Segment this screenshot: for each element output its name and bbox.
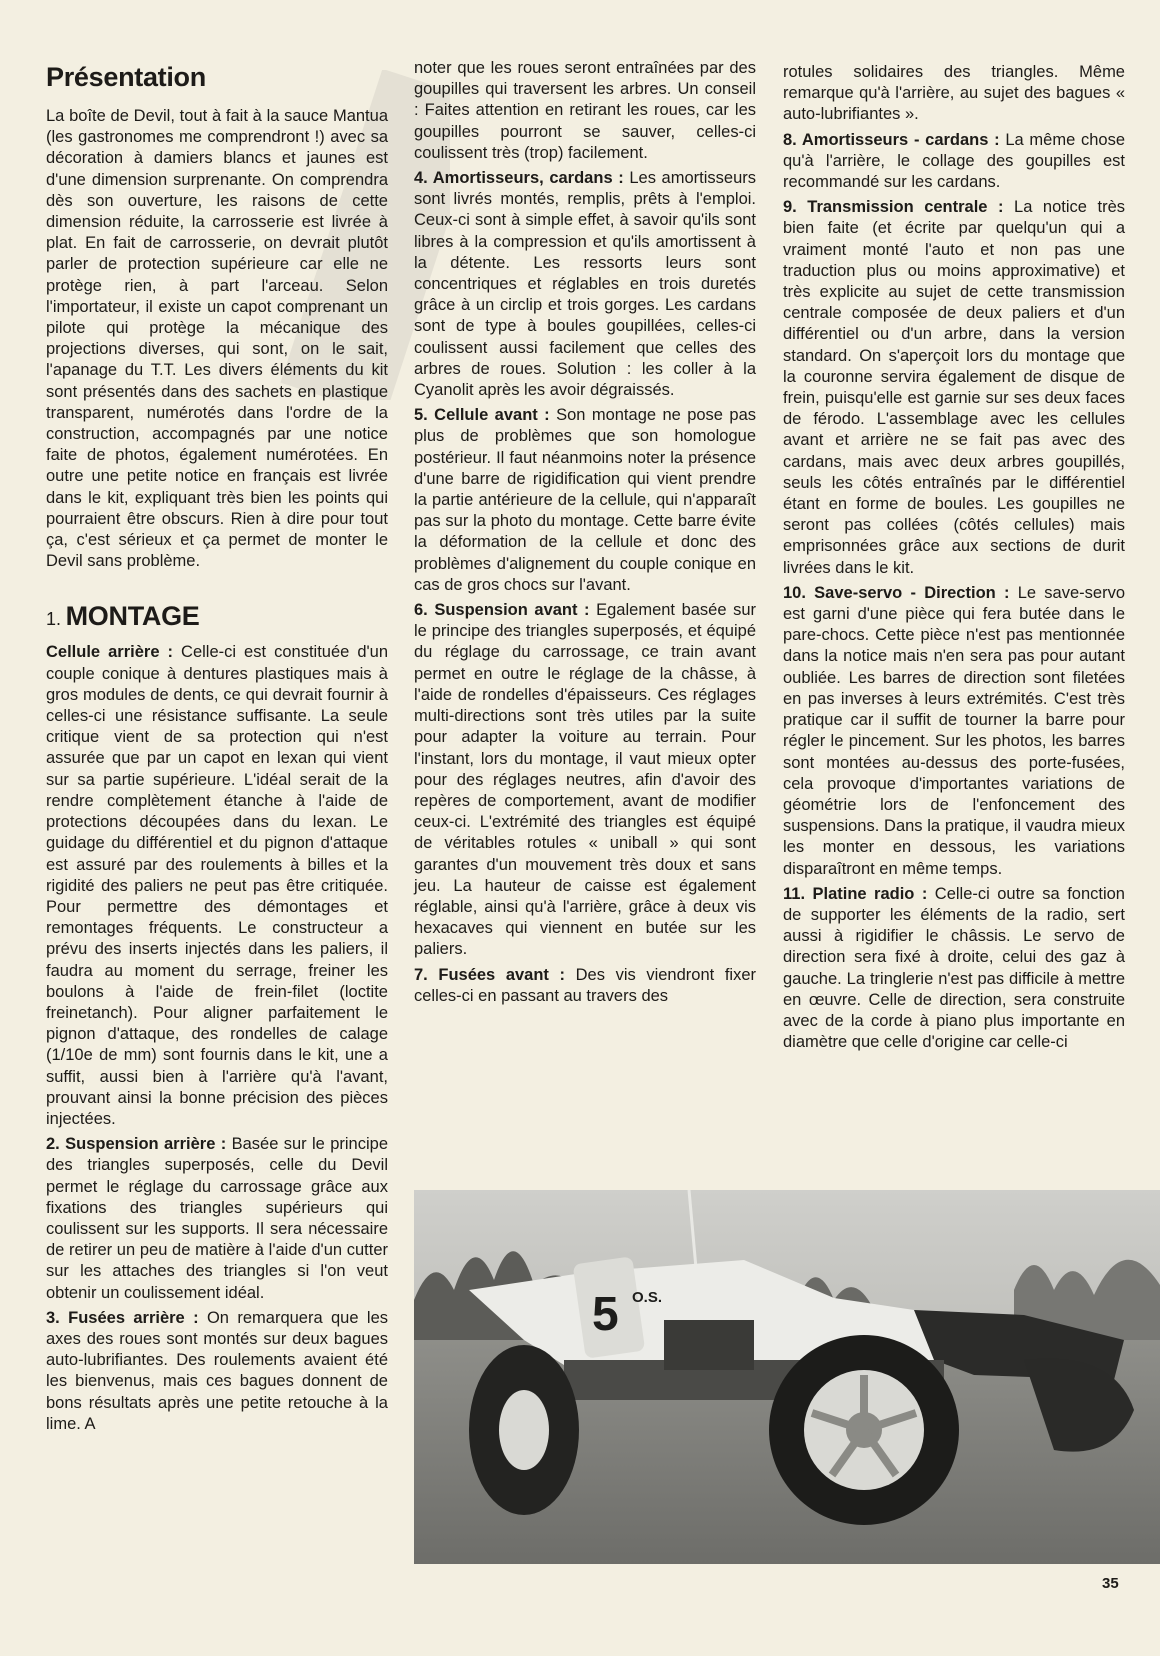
- buggy-illustration: [414, 1190, 1160, 1564]
- paragraph-heading: 5. Cellule avant :: [414, 406, 550, 425]
- paragraph-heading: 6. Suspension avant :: [414, 601, 590, 620]
- paragraph-amortisseurs-cardans-avant: [783, 130, 1125, 194]
- paragraph-cellule-arriere: [46, 642, 388, 1130]
- paragraph-heading: 4. Amortisseurs, cardans :: [414, 169, 624, 188]
- section-number: 1.: [46, 609, 62, 630]
- paragraph-transmission-centrale: [783, 197, 1125, 579]
- column-1: [46, 56, 388, 1439]
- paragraph-heading: 7. Fusées avant :: [414, 965, 566, 984]
- paragraph-heading: Cellule arrière :: [46, 643, 174, 662]
- paragraph-fusees-arriere: [46, 1308, 388, 1435]
- paragraph-body: Egalement basée sur le principe des triangles superposés, et équipé du réglage du carrossage, ce train avant permet en outre le réglage de la châsse, à l'aide de rondelles d'épaisseurs. Ces réglages multi-directions sont très utiles par la suite pour adapter la voiture au terrain. Pour l'instant, lors du montage, il vaut mieux opter pour des réglages neutres, afin d'avoir des repères de comportement, avant de modifier ceux-ci. L'extrémité des triangles est équipé de véritables rotules « uniball » qui sont garantes d'un mouvement très doux et sans jeu. La hauteur de caisse est également réglable, ainsi qu'à l'arrière, grâce à deux vis hexacaves qui viennent en butée sur les paliers.: [414, 601, 757, 959]
- car-number: 5: [592, 1288, 619, 1341]
- paragraph-body: On remarquera que les axes des roues sont montés sur deux bagues auto-lubrifiantes. Des roulements avaient été les bienvenus, mais ces bagues donnent de bons résultats après une petite retouche à la lime. A: [46, 1308, 389, 1433]
- paragraph-body: Celle-ci outre sa fonction de supporter les éléments de la radio, sert aussi à rigidifier le châssis. Le servo de direction sera fixé à droite, celui des gaz à gauche. La tringlerie n'est pas difficile à mettre en œuvre. Celle de direction, sera construite avec de la corde à piano plus importante en diamètre que celle d'origine car celle-ci: [783, 884, 1125, 1052]
- paragraph-heading: 11. Platine radio :: [783, 884, 928, 903]
- paragraph-heading: 9. Transmission centrale :: [783, 198, 1004, 217]
- car-badge: O.S.: [632, 1289, 663, 1306]
- paragraph-suspension-avant: [414, 600, 756, 960]
- paragraph-body: La notice très bien faite (et écrite par quelqu'un qui a vraiment monté l'auto et non pas une traduction plus ou moins approximative) et très explicite au sujet de cette transmission centrale composée de deux paliers et d'un différentiel ou d'un arbre, dans la version standard. On s'aperçoit lors du montage que la couronne servira également de disque de frein, puisqu'elle est garnie sur ses deux faces de férodo. L'assemblage avec les cellules avant et arrière ne se fait pas avec des cardans, mais avec deux arbres goupillés, seuls les côtés entraînés par le différentiel étant en forme de boules. Les goupilles ne seront pas collées (côtés cellules) mais emprisonnées grâce aux sections de durit livrées dans le kit.: [783, 198, 1126, 577]
- section-heading: [46, 600, 388, 636]
- paragraph-body: Les amortisseurs sont livrés montés, remplis, prêts à l'emploi. Ceux-ci sont à simple effet, à savoir qu'ils sont libres à la compression et qu'ils amortissent à la détente. Les ressorts leurs sont concentriques et réglables en trois duretés grâce à un circlip et trois gorges. Les cardans sont de type à boules goupillées, celles-ci coulissent aussi facilement que celles des arbres de roues. Solution : les coller à la Cyanolit après les avoir dégraissés.: [414, 169, 757, 400]
- paragraph-fusees-avant: [414, 965, 756, 1007]
- page-number: 35: [1102, 1575, 1119, 1592]
- paragraph-continued: noter que les roues seront entraînées par des goupilles qui traversent les arbres. Un conseil : Faites attention en retirant les roues, car les goupilles pourront se sauver, celles-ci coulissent très (trop) facilement.: [414, 59, 756, 162]
- paragraph-body: La même chose qu'à l'arrière, le collage des goupilles est recommandé sur les cardans.: [783, 130, 1125, 192]
- section-title: MONTAGE: [65, 601, 200, 632]
- paragraph-heading: 10. Save-servo - Direction :: [783, 583, 1010, 602]
- paragraph-body: Son montage ne pose pas plus de problèmes que son homologue postérieur. Il faut néanmoins noter la présence d'une barre de rigidification qui vient prendre la partie antérieure de la cellule, qui n'apparaît pas sur la photo du montage. Cette barre évite la déformation de la cellule et donc des problèmes d'alignement du couple conique en cas de gros chocs sur l'avant.: [414, 406, 756, 594]
- paragraph-continued: rotules solidaires des triangles. Même remarque qu'à l'arrière, au sujet des bagues « auto-lubrifiantes ».: [783, 63, 1125, 124]
- paragraph-body: Celle-ci est constituée d'un couple conique à dentures plastiques mais à gros modules de dents, ce qui devrait fournir à celles-ci une résistance suffisante. La seule critique vient de sa protection qui n'est assurée que par un capot en lexan qui vient sur sa partie supérieure. L'idéal serait de la rendre complètement étanche à l'aide de protections découpées dans du lexan. Le guidage du différentiel et du pignon d'attaque est assuré par des roulements à billes et la rigidité des paliers ne peut pas être critiquée. Pour permettre des démontages et remontages fréquents. Le constructeur a prévu des inserts injectés dans les paliers, il faudra au moment du serrage, freiner les boulons à l'aide de frein-filet (loctite freinetanch). Pour aligner parfaitement le pignon d'attaque, des rondelles de calage (1/10e de mm) sont fournis dans le kit, une a suffit, aussi bien à l'arrière qu'à l'avant, prouvant ainsi la bonne précision des pièces injectées.: [46, 643, 388, 1128]
- column-3: [783, 62, 1125, 1057]
- paragraph-amortisseurs-cardans: [414, 168, 756, 401]
- paragraph-platine-radio: [783, 884, 1125, 1054]
- paragraph-body: Le save-servo est garni d'une pièce qui fera butée dans le pare-chocs. Cette pièce n'est pas mentionnée dans la notice mais n'en sera pas pour autant oubliée. Les barres de direction sont filetées en pas inverses à leurs extrémités. C'est très pratique car il suffit de tourner la barre pour régler le pincement. Sur les photos, les barres sont montées au-dessus des porte-fusées, cela provoque d'importantes variations de géométrie lors de l'enfoncement des suspensions. Dans la pratique, il vaudra mieux les monter en dessous, les variations disparaîtront en même temps.: [783, 583, 1125, 878]
- buggy-photo: [414, 1190, 1160, 1564]
- paragraph-heading: 2. Suspension arrière :: [46, 1135, 227, 1154]
- intro-paragraph: La boîte de Devil, tout à fait à la sauce Mantua (les gastronomes me comprendront !) avec sa décoration à damiers blancs et jaunes est d'une dimension surprenante. On comprendra dès son ouverture, les raisons de cette dimension réduite, la carrosserie est livrée à plat. En fait de carrosserie, on devrait plutôt parler de protection supérieure car elle ne protège rien, à part l'arceau. Selon l'importateur, il existe un capot comprenant un pilote qui protège la mécanique des projections diverses, qui sont, on le sait, l'apanage du T.T. Les divers éléments du kit sont présentés dans des sachets en plastique transparent, numérotés dans l'ordre de la construction, accompagnés par une notice faite de photos, également numérotées. En outre une petite notice en français est livrée dans le kit, expliquant très bien les points qui pourraient être obscurs. Rien à dire pour tout ça, c'est sérieux et ça permet de monter le Devil sans problème.: [46, 107, 388, 571]
- paragraph-suspension-arriere: [46, 1134, 388, 1304]
- paragraph-save-servo-direction: [783, 583, 1125, 880]
- paragraph-heading: 8. Amortisseurs - cardans :: [783, 130, 1000, 149]
- paragraph-body: Basée sur le principe des triangles superposés, celle du Devil permet le réglage du carrossage grâce aux fixations des triangles supérieurs qui coulissent sur les supports. Il sera nécessaire de retirer un peu de matière à l'aide d'un cutter sur les attaches des triangles si l'on veut obtenir un coulissement idéal.: [46, 1135, 389, 1302]
- paragraph-body: Des vis viendront fixer celles-ci en passant au travers des: [414, 965, 756, 1005]
- paragraph-cellule-avant: [414, 405, 756, 596]
- article-title: Présentation: [46, 62, 206, 92]
- paragraph-heading: 3. Fusées arrière :: [46, 1308, 199, 1327]
- column-2: [414, 58, 756, 1011]
